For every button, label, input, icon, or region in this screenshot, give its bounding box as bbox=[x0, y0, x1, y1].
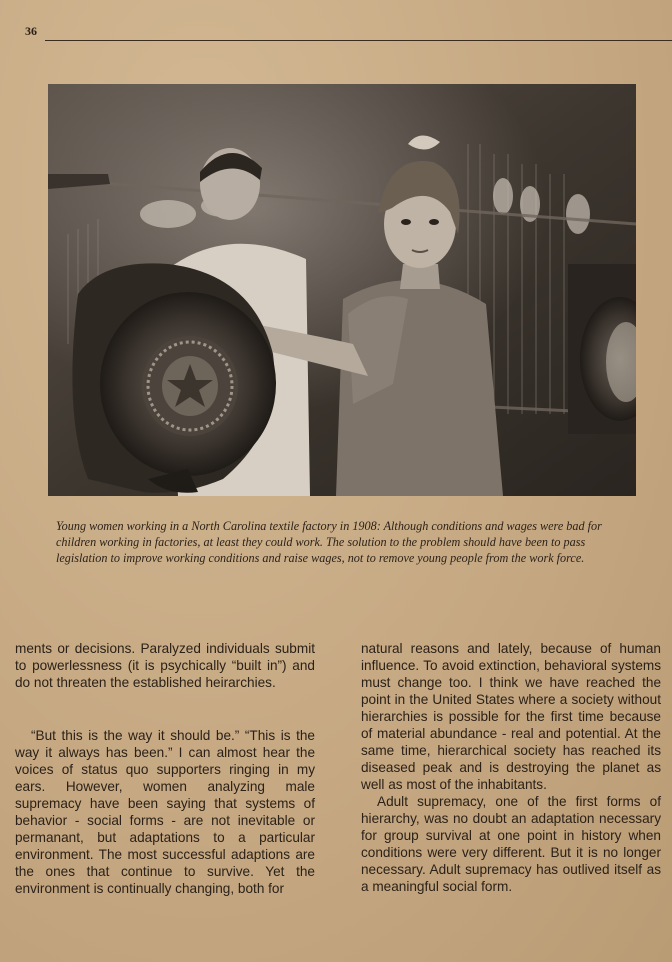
page-number: 36 bbox=[25, 24, 37, 38]
left-paragraph-1: ments or decisions. Paralyzed individuals submit to powerlessness (it is psychically “built in”) and do not threaten the established heirarchies. bbox=[15, 641, 315, 690]
photo-caption: Young women working in a North Carolina textile factory in 1908: Although conditions and wages were bad for children working in factories, at least they could work. The solution to the problem should have been to pass legislation to improve working conditions and raise wages, not to remove young people from the work force. bbox=[56, 519, 602, 565]
textile-factory-photo bbox=[48, 84, 636, 496]
header-rule bbox=[45, 40, 672, 41]
right-paragraph-2: Adult supremacy, one of the first forms of hierarchy, was no doubt an adaptation necessary for group survival at one point in history when conditions were very different. But it is no longer necessary. Adult supremacy has outlived itself as a meaningful social form. bbox=[361, 794, 661, 894]
right-paragraph-1: natural reasons and lately, because of human influence. To avoid extinction, behavioral systems must change too. I think we have reached the point in the United States where a society without hierarchies is possible for the first time because of material abundance - real and potential. At the same time, hierarchical society has reached its diseased peak and is destroying the planet as well as most of the inhabitants. bbox=[361, 641, 661, 792]
article-column-left bbox=[15, 640, 315, 897]
article-column-right bbox=[361, 640, 661, 895]
left-paragraph-2: “But this is the way it should be.” “This is the way it always has been.” I can almost hear the voices of status quo supporters ringing in my ears. However, women analyzing male supremacy have been saying that systems of behavior - social forms - are not inevitable or permanant, but adaptations to a particular environment. The most successful adaptions are the ones that continue to survive. Yet the environment is continually changing, both for bbox=[15, 728, 315, 896]
